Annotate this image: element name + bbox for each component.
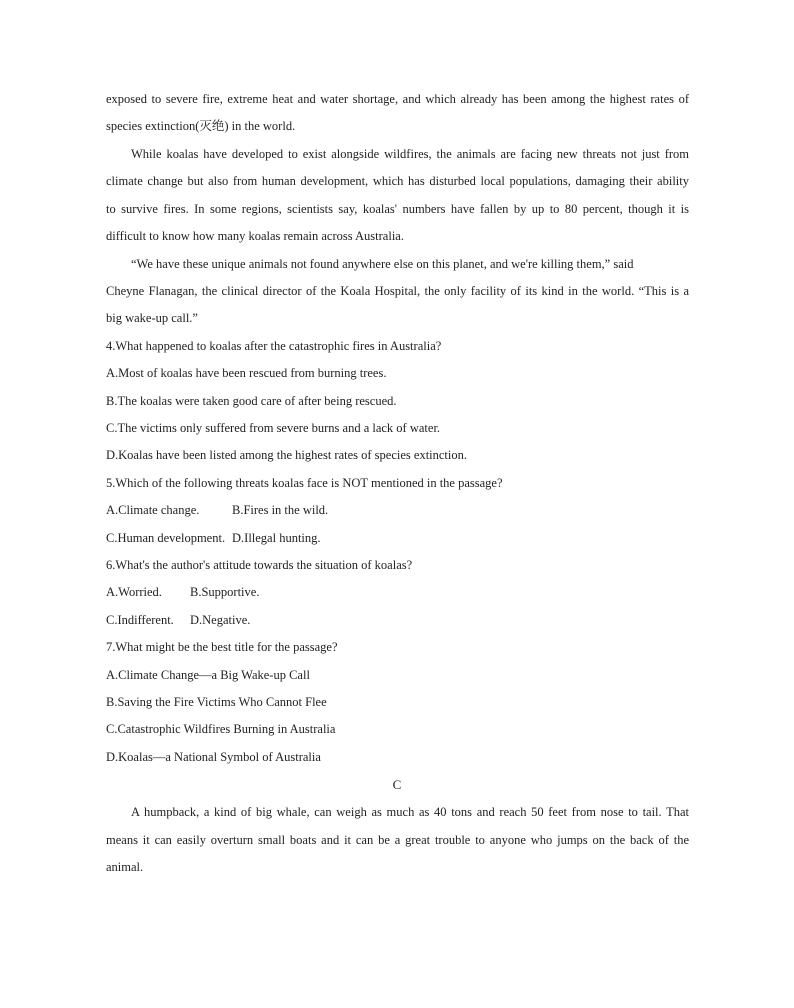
passage-b-para3-line-1: “We have these unique animals not found anywhere else on this planet, and we're killing them,” said: [131, 257, 634, 271]
question-4-stem: 4.What happened to koalas after the catastrophic fires in Australia?: [106, 339, 442, 353]
passage-c-heading: C: [392, 777, 402, 792]
passage-c-line-2: means it can easily overturn small boats and it can be a great trouble to anyone who jumps on the back of the: [106, 833, 689, 847]
passage-c-line-3: animal.: [106, 860, 144, 874]
question-4-option-c: C.The victims only suffered from severe burns and a lack of water.: [106, 421, 441, 435]
question-5-option-d: D.Illegal hunting.: [232, 531, 321, 545]
question-6-option-b: B.Supportive.: [190, 585, 260, 599]
question-6-option-d: D.Negative.: [190, 613, 251, 627]
question-6-option-c: C.Indifferent.: [106, 613, 174, 627]
question-5-options-row-1: [106, 502, 328, 518]
question-7-stem: 7.What might be the best title for the passage?: [106, 640, 338, 654]
question-4-option-b: B.The koalas were taken good care of after being rescued.: [106, 394, 397, 408]
question-6-options-row-2: [106, 612, 250, 628]
passage-b-line-2: species extinction(灭绝) in the world.: [106, 119, 296, 133]
passage-b-para3-line-2: Cheyne Flanagan, the clinical director of the Koala Hospital, the only facility of its kind in the world. “This is a: [106, 284, 689, 298]
question-5-options-row-2: [106, 530, 321, 546]
passage-b-para2-line-4: difficult to know how many koalas remain across Australia.: [106, 229, 404, 243]
question-6-stem: 6.What's the author's attitude towards the situation of koalas?: [106, 558, 413, 572]
passage-b-para2-line-2: climate change but also from human development, which has disturbed local populations, damaging their ability: [106, 174, 689, 188]
question-4-option-d: D.Koalas have been listed among the highest rates of species extinction.: [106, 448, 468, 462]
question-5-option-a: A.Climate change.: [106, 503, 200, 517]
question-7-option-c: C.Catastrophic Wildfires Burning in Australia: [106, 722, 336, 736]
question-6-option-a: A.Worried.: [106, 585, 162, 599]
question-7-option-a: A.Climate Change—a Big Wake-up Call: [106, 668, 310, 682]
passage-b-line-1: exposed to severe fire, extreme heat and water shortage, and which already has been among the highest rates of: [106, 92, 689, 106]
question-5-stem: 5.Which of the following threats koalas face is NOT mentioned in the passage?: [106, 476, 503, 490]
question-5-option-c: C.Human development.: [106, 531, 226, 545]
question-4-option-a: A.Most of koalas have been rescued from burning trees.: [106, 366, 387, 380]
passage-b-para3-line-3: big wake-up call.”: [106, 311, 198, 325]
question-5-option-b: B.Fires in the wild.: [232, 503, 329, 517]
question-6-options-row-1: [106, 584, 259, 600]
passage-b-para2-line-1: While koalas have developed to exist alongside wildfires, the animals are facing new threats not just from: [131, 147, 689, 161]
question-7-option-d: D.Koalas—a National Symbol of Australia: [106, 750, 321, 764]
passage-b-para2-line-3: to survive fires. In some regions, scientists say, koalas' numbers have fallen by up to 80 percent, though it is: [106, 202, 689, 216]
passage-c-line-1: A humpback, a kind of big whale, can weigh as much as 40 tons and reach 50 feet from nose to tail. That: [131, 805, 689, 819]
question-7-option-b: B.Saving the Fire Victims Who Cannot Flee: [106, 695, 327, 709]
